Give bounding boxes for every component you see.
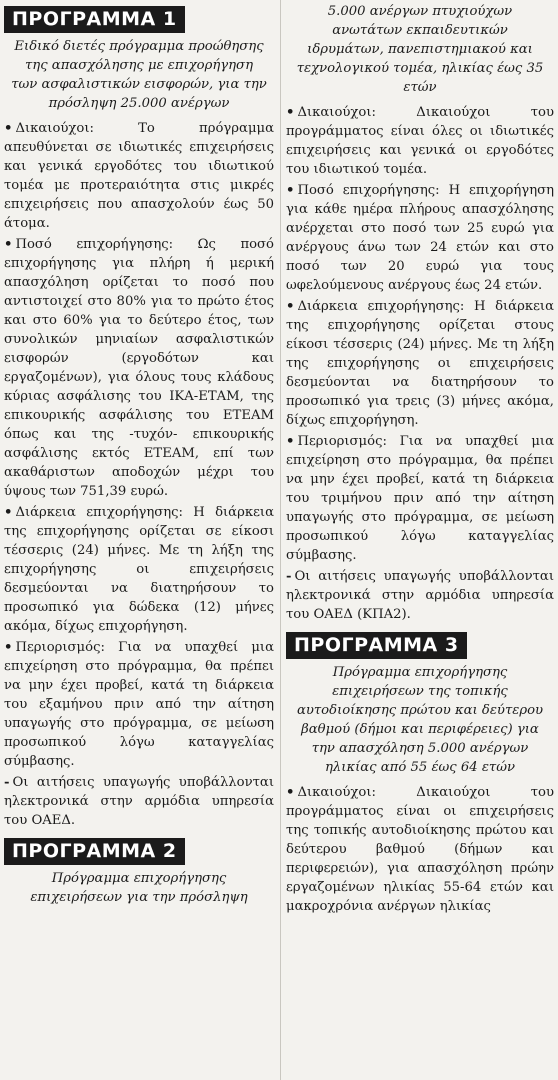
item-text: Διάρκεια επιχορήγησης: Η διάρκεια της επιχορήγησης ορίζεται στους είκοσι τέσσερις (24) μήνες. Με τη λήξη της επιχορήγησης οι επιχειρήσεις δεσμεύονται να διατηρήσουν το προσωπικό για τρεις (3) μήνες ακόμα, δίχως επιχορήγηση. (286, 299, 554, 428)
column-divider (280, 0, 281, 1080)
dash-icon: - (286, 569, 292, 584)
program2-item (286, 181, 554, 295)
item-text: Δικαιούχοι: Δικαιούχοι του προγράμματος είναι οι επιχειρήσεις της τοπικής αυτοδιοίκησης πρώτου και δεύτερου βαθμού (δήμων και περιφερειών), για απασχόληση πρώην εργαζομένων ηλικίας 55-64 ετών και μακροχρόνια ανέργων ηλικίας (286, 785, 554, 914)
program2-lead-continued: 5.000 ανέργων πτυχιούχων ανωτάτων εκπαιδευτικών ιδρυμάτων, πανεπιστημιακού και τεχνολογικού τομέα, ηλικίας έως 35 ετών (296, 4, 544, 95)
item-text: Δικαιούχοι: Το πρόγραμμα απευθύνεται σε ιδιωτικές επιχειρήσεις και γενικά εργοδότες του ιδιωτικού τομέα με προτεραιότητα στις μικρές επιχειρήσεις που απασχολούν έως 50 άτομα. (4, 121, 274, 231)
program1-item (4, 503, 274, 636)
bullet-icon: • (286, 434, 295, 449)
program2-item (286, 567, 554, 624)
item-text: Δικαιούχοι: Δικαιούχοι του προγράμματος είναι όλες οι ιδιωτικές επιχειρήσεις και γενικά οι εργοδότες του ιδιωτικού τομέα. (286, 105, 554, 177)
program3-title: ΠΡΟΓΡΑΜΜΑ 3 (286, 632, 467, 659)
bullet-icon: • (286, 299, 295, 314)
program1-item (4, 773, 274, 830)
program1-item (4, 119, 274, 233)
program2-item (286, 103, 554, 179)
program1-item (4, 235, 274, 501)
bullet-icon: • (4, 237, 13, 252)
program1-item (4, 638, 274, 771)
program2-item (286, 432, 554, 565)
item-text: Ποσό επιχορήγησης: Ως ποσό επιχορήγησης για πλήρη ή μερική απασχόληση ορίζεται το ποσό που αντιστοιχεί στο 80% για το πρώτο έτος και στο 60% για το δεύτερο έτος, των συνολικών μηνιαίων ασφαλιστικών εισφορών (εργοδότων και εργαζομένων), για όλους τους κλάδους κύριας ασφάλισης του ΙΚΑ-ΕΤΑΜ, της επικουρικής ασφάλισης του ΕΤΕΑΜ όπως και της -τυχόν- επικουρικής ασφάλισης εκτός ΕΤΕΑΜ, επί των ακαθάριστων αποδοχών μέχρι του ύψους των 751,39 ευρώ. (4, 237, 274, 499)
item-text: Διάρκεια επιχορήγησης: Η διάρκεια της επιχορήγησης ορίζεται σε είκοσι τέσσερις (24) μήνες. Με τη λήξη της επιχορήγησης οι επιχειρήσεις δεσμεύονται να διατηρήσουν το προσωπικό για δώδεκα (12) μήνες ακόμα, δίχως επιχορήγηση. (4, 505, 274, 634)
item-text: Οι αιτήσεις υπαγωγής υποβάλλονται ηλεκτρονικά στην αρμόδια υπηρεσία του ΟΑΕΔ. (4, 775, 274, 828)
bullet-icon: • (4, 505, 13, 520)
bullet-icon: • (4, 640, 13, 655)
bullet-icon: • (286, 183, 295, 198)
item-text: Περιορισμός: Για να υπαχθεί μια επιχείρηση στο πρόγραμμα, θα πρέπει να μην έχει προβεί, κατά τη διάρκεια του εξαμήνου πριν από την αίτηση υπαγωγής στο πρόγραμμα, σε μείωση προσωπικού λόγω καταγγελίας σύμβασης. (4, 640, 274, 769)
program2-title: ΠΡΟΓΡΑΜΜΑ 2 (4, 838, 185, 865)
item-text: Περιορισμός: Για να υπαχθεί μια επιχείρηση στο πρόγραμμα, θα πρέπει να μην έχει προβεί, κατά τη διάρκεια του τριμήνου πριν από την αίτηση υπαγωγής στο πρόγραμμα, σε μείωση προσωπικού λόγω καταγγελίας σύμβασης. (286, 434, 554, 563)
item-text: Ποσό επιχορήγησης: Η επιχορήγηση για κάθε ημέρα πλήρους απασχόλησης ανέρχεται στο ποσό των 25 ευρώ για ανέργους άνω των 24 ετών και στο ποσό των 20 ευρώ για τους ωφελούμενους ανέργους έως 24 ετών. (286, 183, 554, 293)
dash-icon: - (4, 775, 10, 790)
program3-item (286, 783, 554, 916)
left-column (4, 0, 274, 913)
bullet-icon: • (4, 121, 13, 136)
right-column (286, 0, 554, 918)
item-text: Οι αιτήσεις υπαγωγής υποβάλλονται ηλεκτρονικά στην αρμόδια υπηρεσία του ΟΑΕΔ (ΚΠΑ2). (286, 569, 554, 622)
program3-lead: Πρόγραμμα επιχορήγησης επιχειρήσεων της τοπικής αυτοδιοίκησης πρώτου και δεύτερου βαθμού (δήμοι και περιφέρειες) για την απασχόληση 5.000 ανέργων ηλικίας από 55 έως 64 ετών (296, 665, 544, 775)
bullet-icon: • (286, 105, 295, 120)
program1-title: ΠΡΟΓΡΑΜΜΑ 1 (4, 6, 185, 33)
program1-lead: Ειδικό διετές πρόγραμμα προώθησης της απασχόλησης με επιχορήγηση των ασφαλιστικών εισφορών, για την πρόσληψη 25.000 ανέργων (11, 39, 267, 111)
program2-item (286, 297, 554, 430)
program2-lead: Πρόγραμμα επιχορήγησης επιχειρήσεων για την πρόσληψη (30, 871, 248, 905)
bullet-icon: • (286, 785, 295, 800)
